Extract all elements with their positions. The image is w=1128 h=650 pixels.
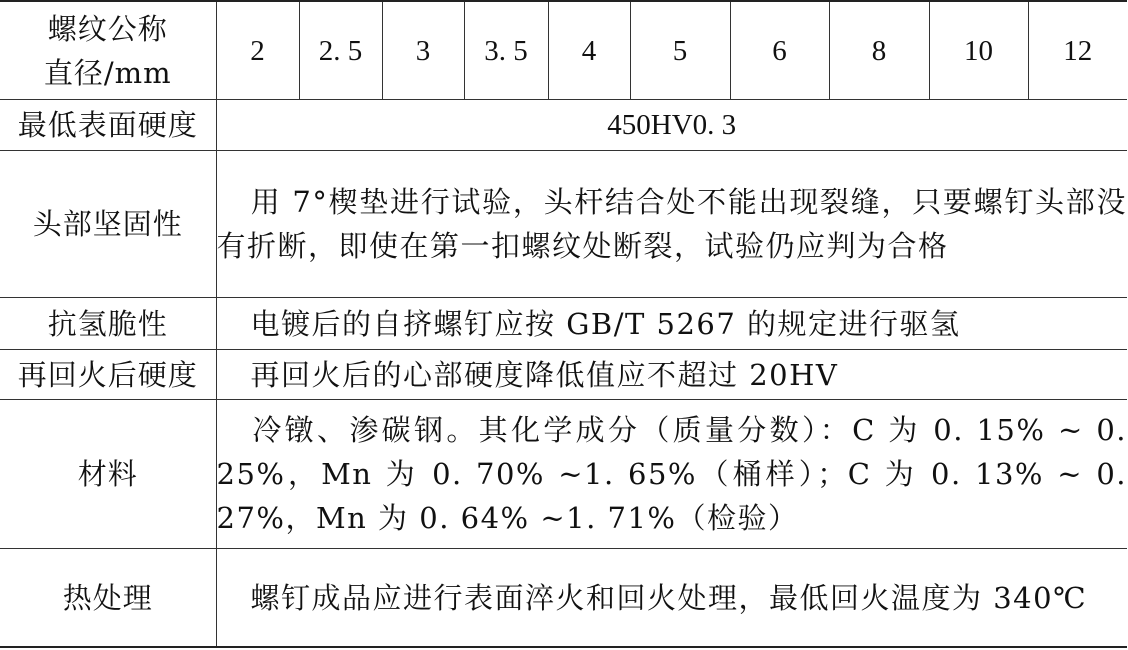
hydrogen-embrittlement-label: 抗氢脆性	[0, 298, 216, 350]
material-value: 冷镦、渗碳钢。其化学成分（质量分数）：C 为 0. 15% ~ 0. 25%，Mn 为 0. 70% ~1. 65%（桶样）；C 为 0. 13% ~ 0. 27%，Mn 为 0. 64% ~1. 71%（检验）	[216, 413, 1127, 535]
heat-treatment-row	[0, 549, 1127, 648]
head-soundness-cell	[216, 151, 1127, 298]
hydrogen-embrittlement-cell	[216, 298, 1127, 350]
heat-treatment-label: 热处理	[0, 549, 216, 648]
diameter-cell: 8	[829, 1, 929, 100]
retempering-hardness-label: 再回火后硬度	[0, 350, 216, 400]
diameter-cell: 2. 5	[299, 1, 382, 100]
retempering-hardness-row	[0, 350, 1127, 400]
head-soundness-value: 用 7°楔垫进行试验，头杆结合处不能出现裂缝，只要螺钉头部没有折断，即使在第一扣螺纹处断裂，试验仍应判为合格	[216, 185, 1127, 263]
head-soundness-row	[0, 151, 1127, 298]
head-soundness-label: 头部坚固性	[0, 151, 216, 298]
diameter-cell: 4	[548, 1, 630, 100]
material-label: 材料	[0, 400, 216, 549]
header-label-line1: 螺纹公称	[47, 11, 168, 46]
hydrogen-embrittlement-value: 电镀后的自挤螺钉应按 GB/T 5267 的规定进行驱氢	[250, 306, 961, 341]
diameter-cell: 3. 5	[464, 1, 548, 100]
hydrogen-embrittlement-row	[0, 298, 1127, 350]
diameter-cell: 2	[216, 1, 299, 100]
diameter-cell: 5	[630, 1, 730, 100]
diameter-cell: 12	[1028, 1, 1127, 100]
diameter-cell: 10	[929, 1, 1028, 100]
retempering-hardness-cell	[216, 350, 1127, 400]
heat-treatment-cell	[216, 549, 1127, 648]
heat-treatment-value: 螺钉成品应进行表面淬火和回火处理，最低回火温度为 340℃	[250, 580, 1088, 615]
diameter-cell: 6	[730, 1, 829, 100]
header-row	[0, 1, 1127, 100]
surface-hardness-label: 最低表面硬度	[0, 100, 216, 151]
diameter-cell: 3	[382, 1, 464, 100]
material-row	[0, 400, 1127, 549]
surface-hardness-value: 450HV0. 3	[216, 100, 1127, 151]
header-label-line2: 直径/mm	[43, 55, 172, 90]
material-cell	[216, 400, 1127, 549]
retempering-hardness-value: 再回火后的心部硬度降低值应不超过 20HV	[250, 357, 839, 392]
surface-hardness-row	[0, 100, 1127, 151]
header-label-cell	[0, 1, 216, 100]
